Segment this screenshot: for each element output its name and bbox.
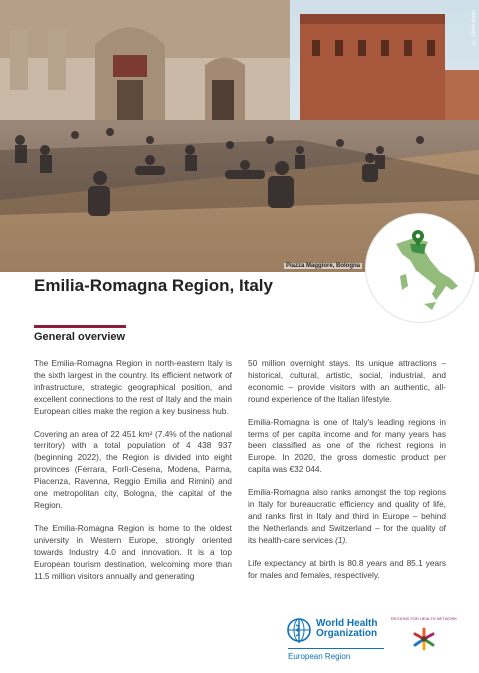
who-region-label: European Region <box>288 652 351 661</box>
who-line-2: Organization <box>316 628 378 639</box>
who-line-1: World Health <box>316 618 378 629</box>
section-heading: General overview <box>34 331 126 343</box>
right-column <box>248 358 446 593</box>
reference-link[interactable]: (1). <box>335 534 348 545</box>
paragraph: The Emilia-Romagna Region in north-eastern Italy is the sixth largest in the country. Its efficient network of infrastructure, strategic geographical position, and excellent connections to the rest of Italy and the main European cities make the region a key business hub. <box>34 358 232 416</box>
paragraph-text: Emilia-Romagna also ranks amongst the top regions in Italy for bureaucratic efficiency and quality of life, and ranks first in Italy and third in Europe – behind the Netherlands and Switzerland – for the quality of its health-care services <box>248 487 446 545</box>
paragraph: Life expectancy at birth is 80.8 years and 85.1 years for males and females, respectively. <box>248 557 446 580</box>
paragraph: Emilia-Romagna is one of Italy's leading regions in terms of per capita income and for many years has been classified as one of the richest regions in Europe. In 2020, the gross domestic product per capita was €32 044. <box>248 416 446 475</box>
italy-locator-map <box>365 213 475 323</box>
paragraph: 50 million overnight stays. Its unique attractions – historical, cultural, artistic, social, industrial, and economic – provide visitors with an authentic, all-round experience of the Italian lifestyle. <box>248 358 446 404</box>
paragraph: Covering an area of 22 451 km² (7.4% of the national territory) with a total population of 4 438 937 (beginning 2022), the Region is divided into eight provinces (Ferrara, Forlì-Cesena, Modena, Parma, Piacenza, Ravenna, Reggio Emilia and Rimini) and one metropolitan city, Bologna, the capital of the Region. <box>34 428 232 510</box>
left-column <box>34 358 232 593</box>
photo-credit: © iStock photo <box>471 10 477 45</box>
regions-for-health-network-logo <box>390 612 458 662</box>
who-logo-text <box>316 619 377 639</box>
section-accent-bar <box>34 325 126 328</box>
page-title: Emilia-Romagna Region, Italy <box>34 276 273 295</box>
italy-map-icon <box>366 214 476 324</box>
who-emblem-icon <box>284 617 314 645</box>
rhn-logo-text: REGIONS FOR HEALTH NETWORK <box>390 616 458 621</box>
paragraph: The Emilia-Romagna Region is home to the oldest university in Western Europe, strongly oriented towards Industry 4.0 and innovation. It is a top European tourism destination, welcoming more than 11.5 million visitors annually and generating <box>34 522 232 581</box>
photo-caption: Piazza Maggiore, Bologna <box>285 263 360 269</box>
who-divider <box>288 648 384 649</box>
paragraph <box>248 487 446 547</box>
